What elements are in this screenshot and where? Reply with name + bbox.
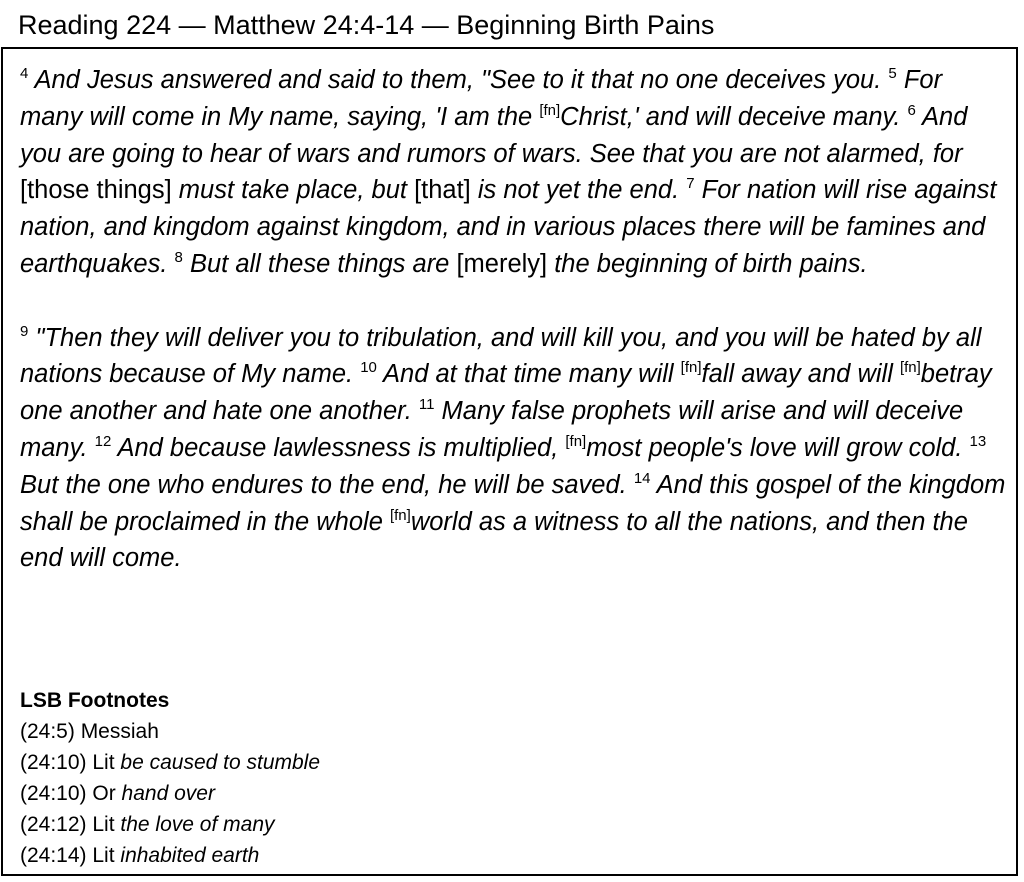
footnote-marker[interactable]: [fn]: [899, 359, 921, 377]
verse-text: And because lawlessness is multiplied,: [111, 433, 566, 462]
footnote-marker[interactable]: [fn]: [680, 359, 702, 377]
verse-number: 10: [360, 359, 377, 377]
verse-text: Many false prophets will arise and will deceive many.: [20, 397, 964, 462]
footnote-item: [20, 809, 320, 840]
verse-text: is not yet the end.: [470, 176, 687, 205]
footnote-text: Messiah: [74, 720, 159, 743]
footnote-text: Or: [86, 782, 122, 805]
scripture-passage: [20, 62, 1010, 577]
verse-text: fall away and will: [701, 360, 900, 389]
reading-box: [1, 47, 1018, 876]
footnote-marker[interactable]: [fn]: [539, 101, 561, 119]
verse-text: Christ,' and will deceive many.: [560, 102, 908, 131]
passage-paragraph: [20, 62, 1010, 283]
footnote-ref: (24:14): [20, 844, 87, 867]
verse-number: 11: [418, 396, 435, 414]
verse-number: 13: [969, 432, 987, 450]
footnote-text: Lit: [86, 844, 121, 867]
passage-paragraph: [20, 320, 1010, 578]
verse-text: But the one who endures to the end, he will be saved.: [20, 470, 634, 499]
verse-number: 4: [20, 65, 29, 82]
footnote-item: [20, 840, 320, 871]
verse-text: [that]: [414, 176, 471, 205]
verse-text: [those things]: [20, 176, 172, 205]
footnote-ref: (24:10): [20, 782, 87, 805]
footnote-item: [20, 778, 320, 809]
verse-text: For many will come in My name, saying, 'I am the: [20, 66, 943, 131]
footnotes-heading: LSB Footnotes: [20, 689, 170, 712]
verse-number: 12: [94, 432, 112, 450]
verse-text: most people's love will grow cold.: [586, 433, 970, 462]
footnote-marker[interactable]: [fn]: [389, 506, 411, 524]
verse-text: [merely]: [456, 249, 548, 278]
footnote-italic-text: inhabited earth: [120, 844, 260, 867]
verse-text: "Then they will deliver you to tribulation, and will kill you, and you will be hated by all nations because of My name.: [20, 323, 982, 389]
verse-text: the beginning of birth pains.: [547, 249, 868, 278]
verse-text: And Jesus answered and said to them, "See to it that no one deceives you.: [28, 66, 889, 94]
verse-number: 7: [686, 175, 695, 193]
verse-text: And you are going to hear of wars and rumors of wars. See that you are not alarmed, for: [20, 102, 968, 168]
verse-text: And at that time many will: [376, 360, 681, 389]
footnotes-section: [20, 685, 320, 871]
verse-text: betray one another and hate one another.: [20, 360, 992, 426]
verse-text: And this gospel of the kingdom shall be proclaimed in the whole: [20, 470, 1006, 536]
page-title: Reading 224 — Matthew 24:4-14 — Beginning Birth Pains: [18, 10, 715, 40]
footnote-marker[interactable]: [fn]: [565, 432, 587, 450]
verse-text: must take place, but: [171, 176, 415, 205]
footnote-ref: (24:5): [20, 720, 75, 743]
footnote-item: [20, 716, 320, 747]
footnote-text: Lit: [86, 751, 121, 774]
verse-text: world as a witness to all the nations, and then the end will come.: [20, 507, 968, 573]
verse-text: For nation will rise against nation, and kingdom against kingdom, and in various places there will be famines and earthquakes.: [20, 176, 997, 278]
footnote-italic-text: the love of many: [120, 813, 275, 836]
verse-number: 8: [174, 248, 183, 266]
footnote-text: Lit: [86, 813, 121, 836]
verse-number: 5: [888, 65, 897, 82]
verse-number: 9: [20, 322, 29, 340]
verse-number: 6: [907, 101, 916, 119]
footnote-ref: (24:10): [20, 751, 87, 774]
verse-number: 14: [633, 469, 651, 487]
footnote-italic-text: hand over: [121, 782, 215, 805]
verse-text: But all these things are: [182, 249, 457, 278]
footnote-italic-text: be caused to stumble: [120, 751, 321, 774]
footnote-item: [20, 747, 320, 778]
footnote-ref: (24:12): [20, 813, 87, 836]
